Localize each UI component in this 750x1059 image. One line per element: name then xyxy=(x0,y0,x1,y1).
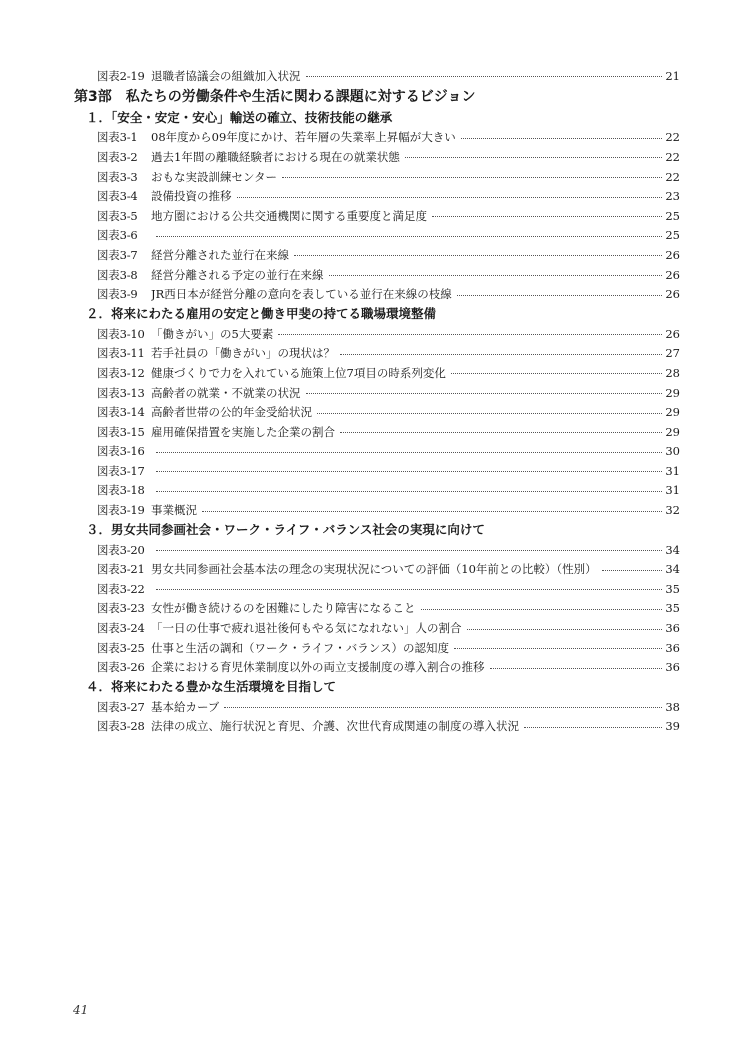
toc-entry xyxy=(97,697,680,717)
figure-code: 図表3-21 xyxy=(97,562,145,577)
toc-entry xyxy=(97,344,680,364)
figure-code: 図表3-7 xyxy=(97,247,138,262)
dot-leader xyxy=(202,511,662,512)
figure-code: 図表3-15 xyxy=(97,424,145,439)
page-ref: 32 xyxy=(665,503,680,518)
toc-entry xyxy=(97,638,680,658)
dot-leader xyxy=(467,629,663,630)
dot-leader xyxy=(451,373,663,374)
toc-entry xyxy=(97,500,680,520)
toc-entry xyxy=(97,324,680,344)
dot-leader xyxy=(490,668,663,669)
toc-entry xyxy=(97,128,680,148)
toc-entry xyxy=(97,186,680,206)
figure-code: 図表3-16 xyxy=(97,444,145,459)
figure-code: 図表3-11 xyxy=(97,346,145,361)
figure-title: 地方圏における公共交通機関に関する重要度と満足度 xyxy=(151,208,427,223)
page-ref: 39 xyxy=(665,719,680,734)
dot-leader xyxy=(454,648,662,649)
figure-title: 高齢者世帯の公的年金受給状況 xyxy=(151,405,312,420)
figure-title: 退職者協議会の組織加入状況 xyxy=(151,68,301,83)
section-heading: ２．将来にわたる雇用の安定と働き甲斐の持てる職場環境整備 xyxy=(86,305,437,321)
page-ref: 36 xyxy=(665,621,680,636)
dot-leader xyxy=(282,177,662,178)
dot-leader xyxy=(329,275,663,276)
figure-title: 雇用確保措置を実施した企業の割合 xyxy=(151,424,335,439)
toc-entry xyxy=(97,422,680,442)
figure-code: 図表3-13 xyxy=(97,385,145,400)
dot-leader xyxy=(461,138,663,139)
figure-title: 法律の成立、施行状況と育児、介護、次世代育成関連の制度の導入状況 xyxy=(151,719,519,734)
figure-code: 図表3-8 xyxy=(97,267,138,282)
page-ref: 26 xyxy=(665,326,680,341)
page-ref: 36 xyxy=(665,660,680,675)
toc-entry xyxy=(97,579,680,599)
dot-leader xyxy=(294,255,662,256)
figure-code: 図表3-22 xyxy=(97,581,145,596)
page-number: 41 xyxy=(73,1003,89,1017)
page-ref: 28 xyxy=(665,365,680,380)
toc-entry xyxy=(97,206,680,226)
toc-entry xyxy=(97,599,680,619)
table-of-contents xyxy=(0,66,750,736)
figure-code: 図表2-19 xyxy=(97,68,145,83)
figure-title: 若手社員の「働きがい」の現状は？ xyxy=(151,346,335,361)
toc-entry xyxy=(97,383,680,403)
figure-title: 過去1年間の離職経験者における現在の就業状態 xyxy=(151,149,400,164)
dot-leader xyxy=(602,570,663,571)
part-heading: 第3部 私たちの労働条件や生活に関わる課題に対するビジョン xyxy=(74,88,476,105)
page-ref: 34 xyxy=(665,562,680,577)
figure-code: 図表3-1 xyxy=(97,130,138,145)
dot-leader xyxy=(156,589,662,590)
page-ref: 27 xyxy=(665,346,680,361)
dot-leader xyxy=(317,413,662,414)
page-ref: 36 xyxy=(665,640,680,655)
figure-code: 図表3-19 xyxy=(97,503,145,518)
page-ref: 31 xyxy=(665,483,680,498)
dot-leader xyxy=(156,550,662,551)
figure-code: 図表3-20 xyxy=(97,542,145,557)
page-ref: 29 xyxy=(665,405,680,420)
toc-entry xyxy=(97,363,680,383)
figure-code: 図表3-10 xyxy=(97,326,145,341)
toc-entry xyxy=(97,442,680,462)
dot-leader xyxy=(432,216,662,217)
figure-title: 企業における育児休業制度以外の両立支援制度の導入割合の推移 xyxy=(151,660,485,675)
dot-leader xyxy=(278,334,662,335)
page-ref: 35 xyxy=(665,581,680,596)
page-ref: 26 xyxy=(665,267,680,282)
figure-title: 「一日の仕事で疲れ退社後何もやる気になれない」人の割合 xyxy=(151,621,462,636)
dot-leader xyxy=(340,354,662,355)
toc-entry xyxy=(97,559,680,579)
toc-entry xyxy=(97,147,680,167)
figure-title: 経営分離された並行在来線 xyxy=(151,247,289,262)
page-ref: 25 xyxy=(665,228,680,243)
toc-entry xyxy=(97,402,680,422)
dot-leader xyxy=(405,157,663,158)
figure-title: 基本給カーブ xyxy=(151,699,220,714)
page-ref: 25 xyxy=(665,208,680,223)
figure-code: 図表3-18 xyxy=(97,483,145,498)
toc-entry xyxy=(97,226,680,246)
toc-entry xyxy=(97,618,680,638)
figure-code: 図表3-3 xyxy=(97,169,138,184)
dot-leader xyxy=(306,76,663,77)
toc-entry xyxy=(97,66,680,86)
figure-code: 図表3-28 xyxy=(97,719,145,734)
page-ref: 29 xyxy=(665,424,680,439)
page-ref: 23 xyxy=(665,189,680,204)
page-ref: 35 xyxy=(665,601,680,616)
section-heading: ３．男女共同参画社会・ワーク・ライフ・バランス社会の実現に向けて xyxy=(86,521,485,537)
figure-title: 「働きがい」の5大要素 xyxy=(151,326,274,341)
page-ref: 22 xyxy=(665,169,680,184)
dot-leader xyxy=(340,432,662,433)
figure-title: 仕事と生活の調和（ワーク・ライフ・バランス）の認知度 xyxy=(151,640,449,655)
page-ref: 22 xyxy=(665,130,680,145)
page-ref: 22 xyxy=(665,149,680,164)
figure-code: 図表3-6 xyxy=(97,228,138,243)
section-heading: １．「安全・安定・安心」輸送の確立、技術技能の継承 xyxy=(86,109,393,125)
page-ref: 21 xyxy=(665,68,680,83)
toc-entry xyxy=(97,481,680,501)
toc-entry xyxy=(97,284,680,304)
dot-leader xyxy=(156,236,662,237)
figure-code: 図表3-5 xyxy=(97,208,138,223)
figure-code: 図表3-24 xyxy=(97,621,145,636)
figure-title: 経営分離される予定の並行在来線 xyxy=(151,267,324,282)
figure-title: 女性が働き続けるのを困難にしたり障害になること xyxy=(151,601,416,616)
figure-code: 図表3-17 xyxy=(97,463,145,478)
toc-entry xyxy=(97,540,680,560)
dot-leader xyxy=(457,295,663,296)
figure-title: 事業概況 xyxy=(151,503,197,518)
page-ref: 38 xyxy=(665,699,680,714)
toc-entry xyxy=(97,167,680,187)
figure-code: 図表3-12 xyxy=(97,365,145,380)
figure-title: 男女共同参画社会基本法の理念の実現状況についての評価（10年前との比較）（性別） xyxy=(151,562,597,577)
figure-code: 図表3-2 xyxy=(97,149,138,164)
toc-entry xyxy=(97,461,680,481)
figure-title: 高齢者の就業・不就業の状況 xyxy=(151,385,301,400)
figure-code: 図表3-26 xyxy=(97,660,145,675)
toc-entry xyxy=(97,717,680,737)
figure-title: JR西日本が経営分離の意向を表している並行在来線の枝線 xyxy=(151,287,452,302)
dot-leader xyxy=(156,471,662,472)
toc-entry xyxy=(97,265,680,285)
figure-code: 図表3-25 xyxy=(97,640,145,655)
figure-title: 08年度から09年度にかけ、若年層の失業率上昇幅が大きい xyxy=(151,130,456,145)
figure-title: 設備投資の推移 xyxy=(151,189,232,204)
page-ref: 29 xyxy=(665,385,680,400)
dot-leader xyxy=(237,197,663,198)
page-ref: 31 xyxy=(665,463,680,478)
figure-code: 図表3-23 xyxy=(97,601,145,616)
dot-leader xyxy=(224,707,662,708)
figure-title: おもな実設訓練センター xyxy=(151,169,278,184)
dot-leader xyxy=(156,452,662,453)
figure-code: 図表3-4 xyxy=(97,189,138,204)
page-ref: 26 xyxy=(665,247,680,262)
page-ref: 34 xyxy=(665,542,680,557)
toc-entry xyxy=(97,657,680,677)
dot-leader xyxy=(306,393,663,394)
figure-code: 図表3-14 xyxy=(97,405,145,420)
section-heading: ４．将来にわたる豊かな生活環境を目指して xyxy=(86,679,337,695)
page-ref: 26 xyxy=(665,287,680,302)
page-ref: 30 xyxy=(665,444,680,459)
figure-code: 図表3-27 xyxy=(97,699,145,714)
figure-code: 図表3-9 xyxy=(97,287,138,302)
toc-entry xyxy=(97,245,680,265)
figure-title: 健康づくりで力を入れている施策上位7項目の時系列変化 xyxy=(151,365,446,380)
dot-leader xyxy=(524,727,662,728)
dot-leader xyxy=(421,609,663,610)
dot-leader xyxy=(156,491,662,492)
